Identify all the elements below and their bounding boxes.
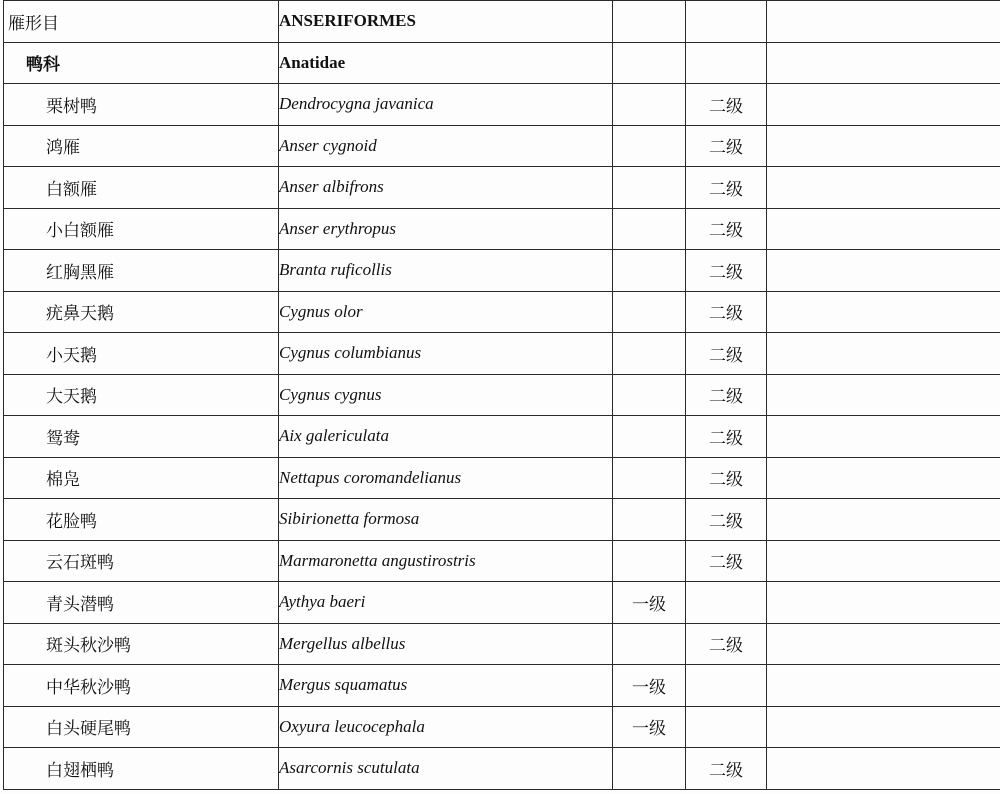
protection-level-2	[686, 665, 767, 707]
species-chinese-name: 云石斑鸭	[4, 540, 279, 582]
protection-level-1	[613, 416, 686, 458]
remarks-cell	[767, 457, 1000, 499]
protection-level-2: 二级	[686, 291, 767, 333]
species-row	[4, 333, 1000, 375]
remarks-cell	[767, 84, 1000, 126]
order-note-cell	[767, 1, 1000, 43]
species-chinese-name: 鸿雁	[4, 125, 279, 167]
remarks-cell	[767, 167, 1000, 209]
remarks-cell	[767, 582, 1000, 624]
species-latin-name: Cygnus columbianus	[279, 333, 613, 375]
protection-level-2: 二级	[686, 167, 767, 209]
remarks-cell	[767, 333, 1000, 375]
protection-level-2: 二级	[686, 250, 767, 292]
protection-level-2: 二级	[686, 333, 767, 375]
remarks-cell	[767, 374, 1000, 416]
species-latin-name: Aythya baeri	[279, 582, 613, 624]
protection-level-1	[613, 291, 686, 333]
species-chinese-name: 小天鹅	[4, 333, 279, 375]
species-chinese-name: 红胸黑雁	[4, 250, 279, 292]
order-row	[4, 1, 1000, 43]
protection-level-2: 二级	[686, 748, 767, 790]
species-latin-name: Cygnus olor	[279, 291, 613, 333]
protection-level-2: 二级	[686, 623, 767, 665]
species-row	[4, 84, 1000, 126]
protection-level-1	[613, 748, 686, 790]
protection-level-1: 一级	[613, 665, 686, 707]
species-protection-table	[3, 0, 1000, 790]
family-note-cell	[767, 42, 1000, 84]
species-row	[4, 540, 1000, 582]
species-chinese-name: 鸳鸯	[4, 416, 279, 458]
protection-level-1	[613, 250, 686, 292]
protection-level-1	[613, 623, 686, 665]
species-chinese-name: 中华秋沙鸭	[4, 665, 279, 707]
species-row	[4, 125, 1000, 167]
species-row	[4, 499, 1000, 541]
species-chinese-name: 白头硬尾鸭	[4, 706, 279, 748]
remarks-cell	[767, 416, 1000, 458]
species-row	[4, 208, 1000, 250]
species-latin-name: Asarcornis scutulata	[279, 748, 613, 790]
species-chinese-name: 小白额雁	[4, 208, 279, 250]
species-chinese-name: 疣鼻天鹅	[4, 291, 279, 333]
species-chinese-name: 栗树鸭	[4, 84, 279, 126]
protection-level-1	[613, 167, 686, 209]
species-latin-name: Sibirionetta formosa	[279, 499, 613, 541]
protection-level-2: 二级	[686, 208, 767, 250]
protection-level-1	[613, 374, 686, 416]
species-latin-name: Cygnus cygnus	[279, 374, 613, 416]
species-latin-name: Dendrocygna javanica	[279, 84, 613, 126]
protection-level-1	[613, 208, 686, 250]
remarks-cell	[767, 499, 1000, 541]
species-chinese-name: 花脸鸭	[4, 499, 279, 541]
protection-level-2: 二级	[686, 457, 767, 499]
family-level2-cell	[686, 42, 767, 84]
species-chinese-name: 白翅栖鸭	[4, 748, 279, 790]
species-chinese-name: 棉凫	[4, 457, 279, 499]
protection-level-1	[613, 457, 686, 499]
protection-level-2	[686, 706, 767, 748]
protection-level-1	[613, 125, 686, 167]
remarks-cell	[767, 665, 1000, 707]
species-row	[4, 291, 1000, 333]
species-row	[4, 665, 1000, 707]
protection-level-2: 二级	[686, 540, 767, 582]
remarks-cell	[767, 250, 1000, 292]
family-level1-cell	[613, 42, 686, 84]
species-latin-name: Oxyura leucocephala	[279, 706, 613, 748]
species-latin-name: Anser albifrons	[279, 167, 613, 209]
species-chinese-name: 青头潜鸭	[4, 582, 279, 624]
species-latin-name: Nettapus coromandelianus	[279, 457, 613, 499]
species-latin-name: Anser cygnoid	[279, 125, 613, 167]
protection-level-2: 二级	[686, 125, 767, 167]
species-latin-name: Anser erythropus	[279, 208, 613, 250]
species-row	[4, 374, 1000, 416]
table-body	[4, 1, 1000, 790]
remarks-cell	[767, 125, 1000, 167]
protection-level-1: 一级	[613, 582, 686, 624]
species-row	[4, 748, 1000, 790]
species-chinese-name: 斑头秋沙鸭	[4, 623, 279, 665]
protection-level-1	[613, 499, 686, 541]
order-level2-cell	[686, 1, 767, 43]
species-chinese-name: 白额雁	[4, 167, 279, 209]
family-chinese-name: 鸭科	[4, 42, 279, 84]
remarks-cell	[767, 706, 1000, 748]
species-row	[4, 623, 1000, 665]
species-latin-name: Marmaronetta angustirostris	[279, 540, 613, 582]
species-row	[4, 582, 1000, 624]
species-latin-name: Mergus squamatus	[279, 665, 613, 707]
order-latin-name: ANSERIFORMES	[279, 1, 613, 43]
species-latin-name: Mergellus albellus	[279, 623, 613, 665]
species-row	[4, 706, 1000, 748]
protection-level-2	[686, 582, 767, 624]
species-row	[4, 457, 1000, 499]
protection-level-2: 二级	[686, 499, 767, 541]
remarks-cell	[767, 291, 1000, 333]
species-latin-name: Aix galericulata	[279, 416, 613, 458]
order-level1-cell	[613, 1, 686, 43]
species-latin-name: Branta ruficollis	[279, 250, 613, 292]
remarks-cell	[767, 540, 1000, 582]
protection-level-1	[613, 84, 686, 126]
protection-level-1	[613, 333, 686, 375]
remarks-cell	[767, 623, 1000, 665]
protection-level-2: 二级	[686, 374, 767, 416]
species-row	[4, 167, 1000, 209]
protection-level-2: 二级	[686, 416, 767, 458]
species-chinese-name: 大天鹅	[4, 374, 279, 416]
remarks-cell	[767, 748, 1000, 790]
protection-level-1: 一级	[613, 706, 686, 748]
remarks-cell	[767, 208, 1000, 250]
species-row	[4, 250, 1000, 292]
protection-level-2: 二级	[686, 84, 767, 126]
family-row	[4, 42, 1000, 84]
protection-level-1	[613, 540, 686, 582]
species-row	[4, 416, 1000, 458]
order-chinese-name: 雁形目	[4, 1, 279, 43]
family-latin-name: Anatidae	[279, 42, 613, 84]
